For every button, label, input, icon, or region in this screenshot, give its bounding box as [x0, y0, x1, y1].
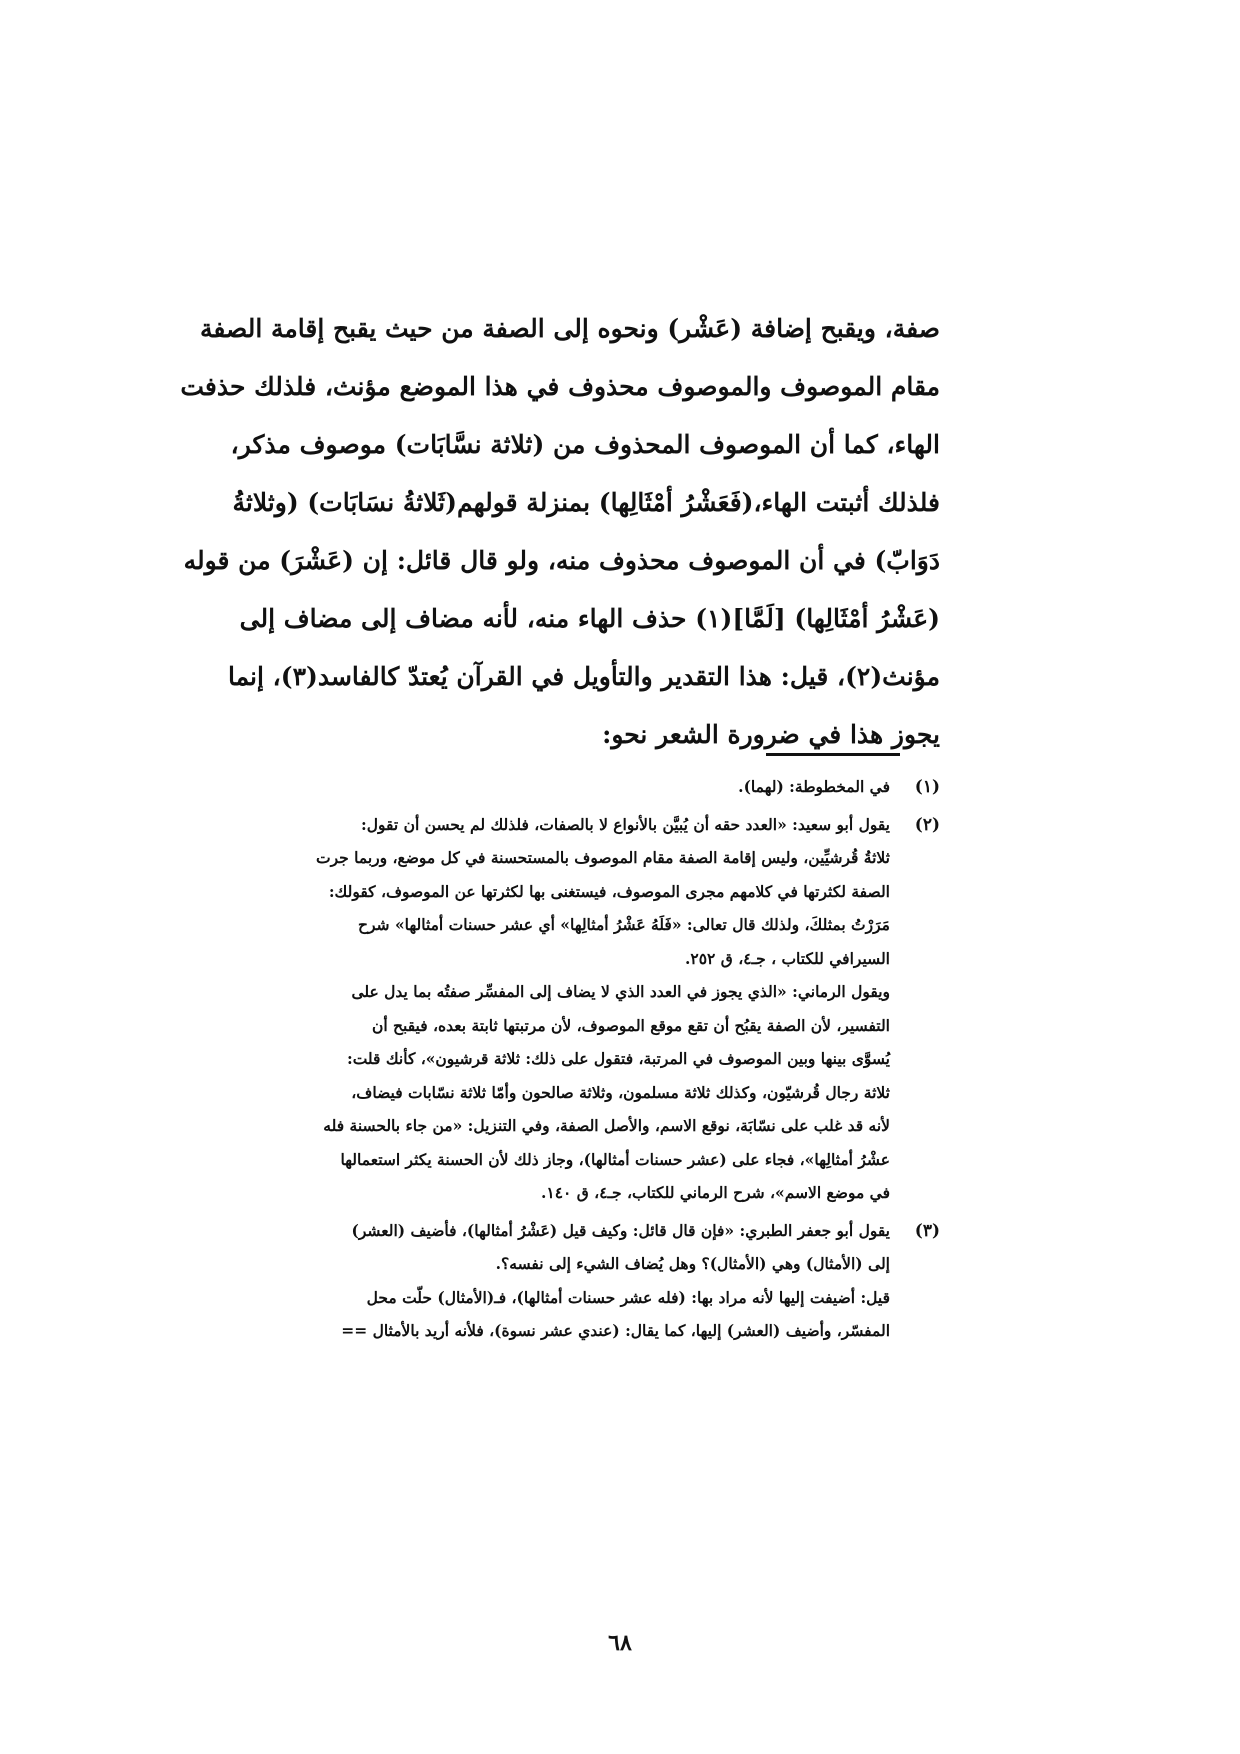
footnote-number: (٢)	[914, 814, 940, 835]
footnotes-block	[296, 770, 940, 1352]
main-text-line: صفة، ويقبح إضافة (عَشْر) ونحوه إلى الصفة من حيث يقبح إقامة الصفة	[200, 314, 940, 343]
footnote-line: يقول أبو سعيد: «العدد حقه أن يُبيَّن بالأنواع لا بالصفات، فلذلك لم يحسن أن تقول:	[361, 814, 890, 834]
footnote-line: في موضع الاسم»، شرح الرماني للكتاب، جـ٤، ق ١٤٠.	[540, 1183, 890, 1202]
footnote-line: السيرافي للكتاب ، جـ٤، ق ٢٥٢.	[685, 948, 890, 968]
footnote-line: ويقول الرماني: «الذي يجوز في العدد الذي لا يضاف إلى المفسِّر صفتُه بما يدل على	[351, 982, 890, 1001]
footnote-line: قيل: أضيفت إليها لأنه مراد بها: (فله عشر حسنات أمثالها)، فـ(الأمثال) حلّت محل	[366, 1287, 890, 1307]
footnote-2	[296, 808, 940, 1210]
main-text-block	[180, 300, 940, 764]
footnote-line: يقول أبو جعفر الطبري: «فإن قال قائل: وكيف قيل (عَشْرُ أمثالها)، فأضيف (العشر)	[351, 1220, 890, 1240]
footnote-separator	[766, 753, 900, 756]
footnote-number: (١)	[914, 777, 940, 797]
footnote-line: ثلاثةُ قُرشيِّين، وليس إقامة الصفة مقام الموصوف بالمستحسنة في كل موضع، وربما جرت	[316, 848, 890, 867]
main-text-line: فلذلك أثبتت الهاء،(فَعَشْرُ أمْثَالِها) بمنزلة قولهم(ثَلاثةُ نسَابَات) (وثلاثةُ	[232, 488, 940, 517]
main-text-line: مؤنث(٢)، قيل: هذا التقدير والتأويل في القرآن يُعتدّ كالفاسد(٣)، إنما	[227, 662, 940, 691]
footnote-number: (٣)	[914, 1220, 940, 1241]
main-text-line: مقام الموصوف والموصوف محذوف في هذا الموضع مؤنث، فلذلك حذفت	[180, 372, 940, 401]
footnote-line: التفسير، لأن الصفة يقبُح أن تقع موقع الموصوف، لأن مرتبتها ثابتة بعده، فيقبح أن	[371, 1015, 890, 1035]
page-number: ٦٨	[608, 1630, 632, 1656]
footnote-3	[296, 1214, 940, 1348]
footnote-1	[296, 770, 940, 804]
main-text-line: الهاء، كما أن الموصوف المحذوف من (ثلاثة نسَّابَات) موصوف مذكر،	[230, 430, 940, 459]
footnote-line: المفسّر، وأضيف (العشر) إليها، كما يقال: (عندي عشر نسوة)، فلأنه أريد بالأمثال ==	[341, 1321, 890, 1340]
footnote-line: عشْرُ أمثالِها»، فجاء على (عشر حسنات أمثالها)، وجاز ذلك لأن الحسنة يكثر استعمالها	[340, 1149, 890, 1169]
footnote-line: في المخطوطة: (لهما).	[738, 777, 890, 796]
footnote-line: ثلاثة رجال قُرشيّون، وكذلك ثلاثة مسلمون، وثلاثة صالحون وأمّا ثلاثة نسّابات فيضاف،	[351, 1082, 890, 1102]
main-text-line: دَوَابّ) في أن الموصوف محذوف منه، ولو قال قائل: إن (عَشْرَ) من قوله	[183, 546, 940, 575]
footnote-line: لأنه قد غلب على نسّابَة، نوقع الاسم، والأصل الصفة، وفي التنزيل: «من جاء بالحسنة فله	[323, 1116, 890, 1135]
main-text-line: يجوز هذا في ضرورة الشعر نحو:	[602, 720, 940, 749]
footnote-line: إلى (الأمثال) وهي (الأمثال)؟ وهل يُضاف الشيء إلى نفسه؟.	[495, 1254, 890, 1273]
main-text-line: (عَشْرُ أمْثَالِها) [لَمَّا](١) حذف الهاء منه، لأنه مضاف إلى مضاف إلى	[239, 604, 940, 633]
footnote-line: مَرَرْتُ بمثلكَ، ولذلك قال تعالى: «فَلَهُ عَشْرُ أمثالِها» أي عشر حسنات أمثالها» شرح	[358, 915, 890, 934]
footnote-line: الصفة لكثرتها في كلامهم مجرى الموصوف، فيستغنى بها لكثرتها عن الموصوف، كقولك:	[328, 881, 890, 901]
footnote-line: يُسوَّى بينها وبين الموصوف في المرتبة، فتقول على ذلك: ثلاثة قرشيون»، كأنك قلت:	[346, 1049, 890, 1068]
